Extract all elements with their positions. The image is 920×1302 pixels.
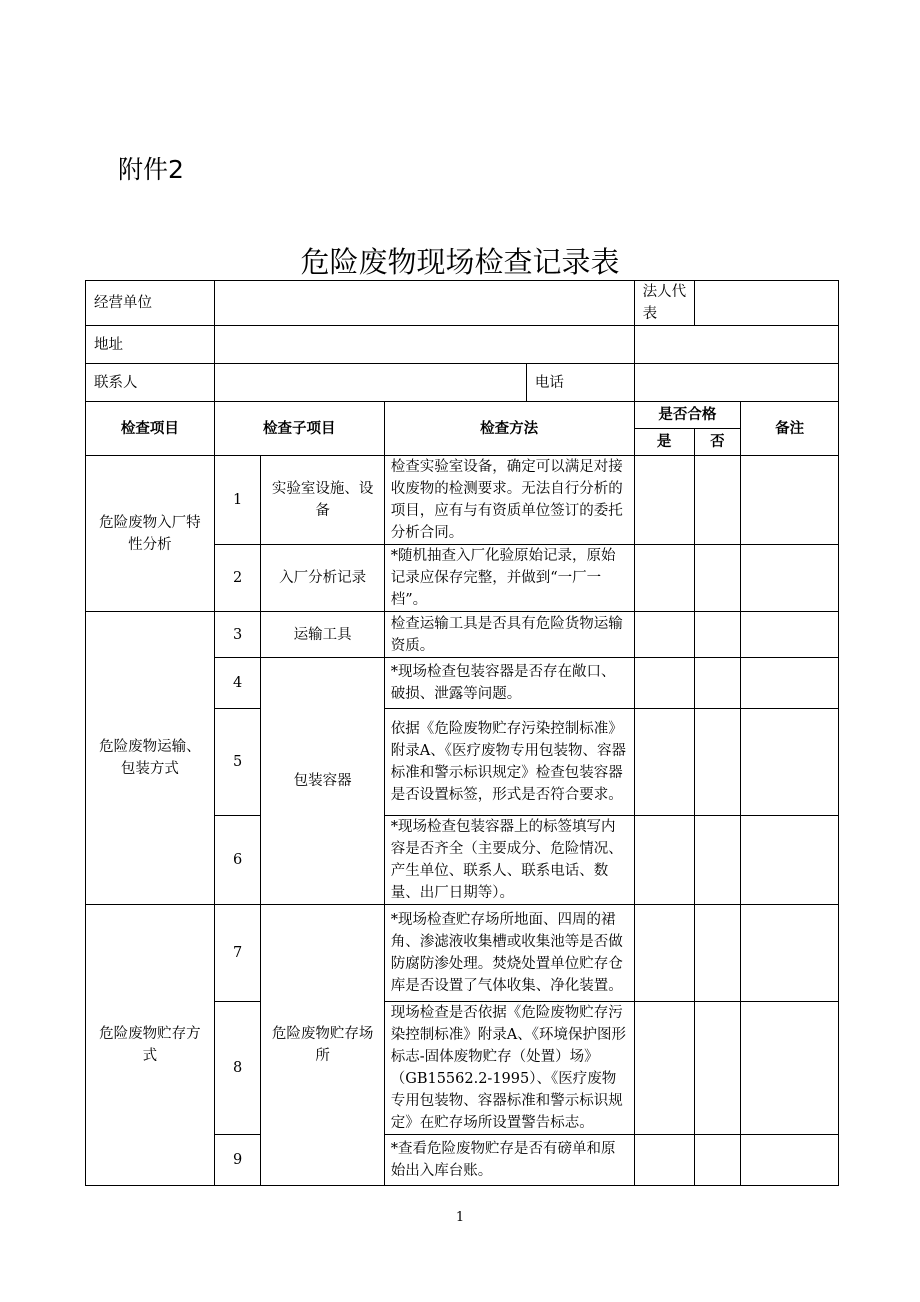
remark-cell[interactable] — [741, 709, 839, 816]
subitem-cell: 入厂分析记录 — [261, 545, 384, 612]
contact-label: 联系人 — [86, 364, 215, 402]
subitem-cell: 危险废物贮存场所 — [261, 905, 384, 1186]
no-cell[interactable] — [694, 545, 741, 612]
col-remark: 备注 — [741, 402, 839, 456]
no-cell[interactable] — [694, 905, 741, 1002]
remark-cell[interactable] — [741, 1135, 839, 1186]
yes-cell[interactable] — [634, 545, 694, 612]
address-label: 地址 — [86, 326, 215, 364]
table-row — [86, 456, 839, 545]
yes-cell[interactable] — [634, 1002, 694, 1135]
col-yes: 是 — [634, 429, 694, 456]
annex-label: 附件2 — [118, 155, 184, 184]
remark-cell[interactable] — [741, 1002, 839, 1135]
address-extra-cell[interactable] — [634, 326, 838, 364]
inspection-table — [85, 280, 839, 1186]
row-number: 5 — [214, 709, 261, 816]
col-no: 否 — [694, 429, 741, 456]
yes-cell[interactable] — [634, 905, 694, 1002]
phone-value-cell[interactable] — [634, 364, 838, 402]
table-row — [86, 905, 839, 1002]
method-cell: *查看危险废物贮存是否有磅单和原始出入库台账。 — [384, 1135, 634, 1186]
method-cell: *随机抽查入厂化验原始记录，原始记录应保存完整，并做到“一厂一档”。 — [384, 545, 634, 612]
yes-cell[interactable] — [634, 612, 694, 658]
row-number: 3 — [214, 612, 261, 658]
method-cell: 检查运输工具是否具有危险货物运输资质。 — [384, 612, 634, 658]
column-header-row — [86, 402, 839, 429]
yes-cell[interactable] — [634, 816, 694, 905]
group-cell: 危险废物入厂特性分析 — [86, 456, 215, 612]
legal-rep-label: 法人代表 — [634, 281, 694, 326]
row-number: 4 — [214, 658, 261, 709]
subitem-cell: 包装容器 — [261, 658, 384, 905]
header-row-unit — [86, 281, 839, 326]
row-number: 6 — [214, 816, 261, 905]
no-cell[interactable] — [694, 658, 741, 709]
col-method: 检查方法 — [384, 402, 634, 456]
yes-cell[interactable] — [634, 658, 694, 709]
no-cell[interactable] — [694, 816, 741, 905]
no-cell[interactable] — [694, 456, 741, 545]
remark-cell[interactable] — [741, 612, 839, 658]
col-qualified: 是否合格 — [634, 402, 741, 429]
form-title: 危险废物现场检查记录表 — [300, 245, 620, 279]
table-row — [86, 612, 839, 658]
address-value-cell[interactable] — [214, 326, 634, 364]
remark-cell[interactable] — [741, 545, 839, 612]
contact-value-cell[interactable] — [214, 364, 526, 402]
col-subitem: 检查子项目 — [214, 402, 384, 456]
unit-label: 经营单位 — [86, 281, 215, 326]
group-cell: 危险废物运输、包装方式 — [86, 612, 215, 905]
no-cell[interactable] — [694, 709, 741, 816]
row-number: 1 — [214, 456, 261, 545]
group-cell: 危险废物贮存方式 — [86, 905, 215, 1186]
phone-label: 电话 — [526, 364, 634, 402]
remark-cell[interactable] — [741, 658, 839, 709]
remark-cell[interactable] — [741, 456, 839, 545]
method-cell: 现场检查是否依据《危险废物贮存污染控制标准》附录A、《环境保护图形标志-固体废物贮存（处置）场》（GB15562.2-1995）、《医疗废物专用包装物、容器标准和警示标识规定》在贮存场所设置警告标志。 — [384, 1002, 634, 1135]
method-cell: *现场检查贮存场所地面、四周的裙角、渗滤液收集槽或收集池等是否做防腐防渗处理。焚烧处置单位贮存仓库是否设置了气体收集、净化装置。 — [384, 905, 634, 1002]
legal-rep-value-cell[interactable] — [694, 281, 838, 326]
yes-cell[interactable] — [634, 456, 694, 545]
unit-value-cell[interactable] — [214, 281, 634, 326]
row-number: 8 — [214, 1002, 261, 1135]
yes-cell[interactable] — [634, 709, 694, 816]
yes-cell[interactable] — [634, 1135, 694, 1186]
row-number: 7 — [214, 905, 261, 1002]
header-row-address — [86, 326, 839, 364]
page-number: 1 — [455, 1210, 465, 1225]
header-row-contact — [86, 364, 839, 402]
no-cell[interactable] — [694, 1135, 741, 1186]
row-number: 9 — [214, 1135, 261, 1186]
method-cell: 检查实验室设备，确定可以满足对接收废物的检测要求。无法自行分析的项目，应有与有资质单位签订的委托分析合同。 — [384, 456, 634, 545]
method-cell: *现场检查包装容器是否存在敞口、破损、泄露等问题。 — [384, 658, 634, 709]
subitem-cell: 实验室设施、设备 — [261, 456, 384, 545]
col-item: 检查项目 — [86, 402, 215, 456]
remark-cell[interactable] — [741, 816, 839, 905]
method-cell: *现场检查包装容器上的标签填写内容是否齐全（主要成分、危险情况、产生单位、联系人、联系电话、数量、出厂日期等）。 — [384, 816, 634, 905]
no-cell[interactable] — [694, 612, 741, 658]
no-cell[interactable] — [694, 1002, 741, 1135]
remark-cell[interactable] — [741, 905, 839, 1002]
method-cell: 依据《危险废物贮存污染控制标准》附录A、《医疗废物专用包装物、容器标准和警示标识规定》检查包装容器是否设置标签，形式是否符合要求。 — [384, 709, 634, 816]
subitem-cell: 运输工具 — [261, 612, 384, 658]
row-number: 2 — [214, 545, 261, 612]
